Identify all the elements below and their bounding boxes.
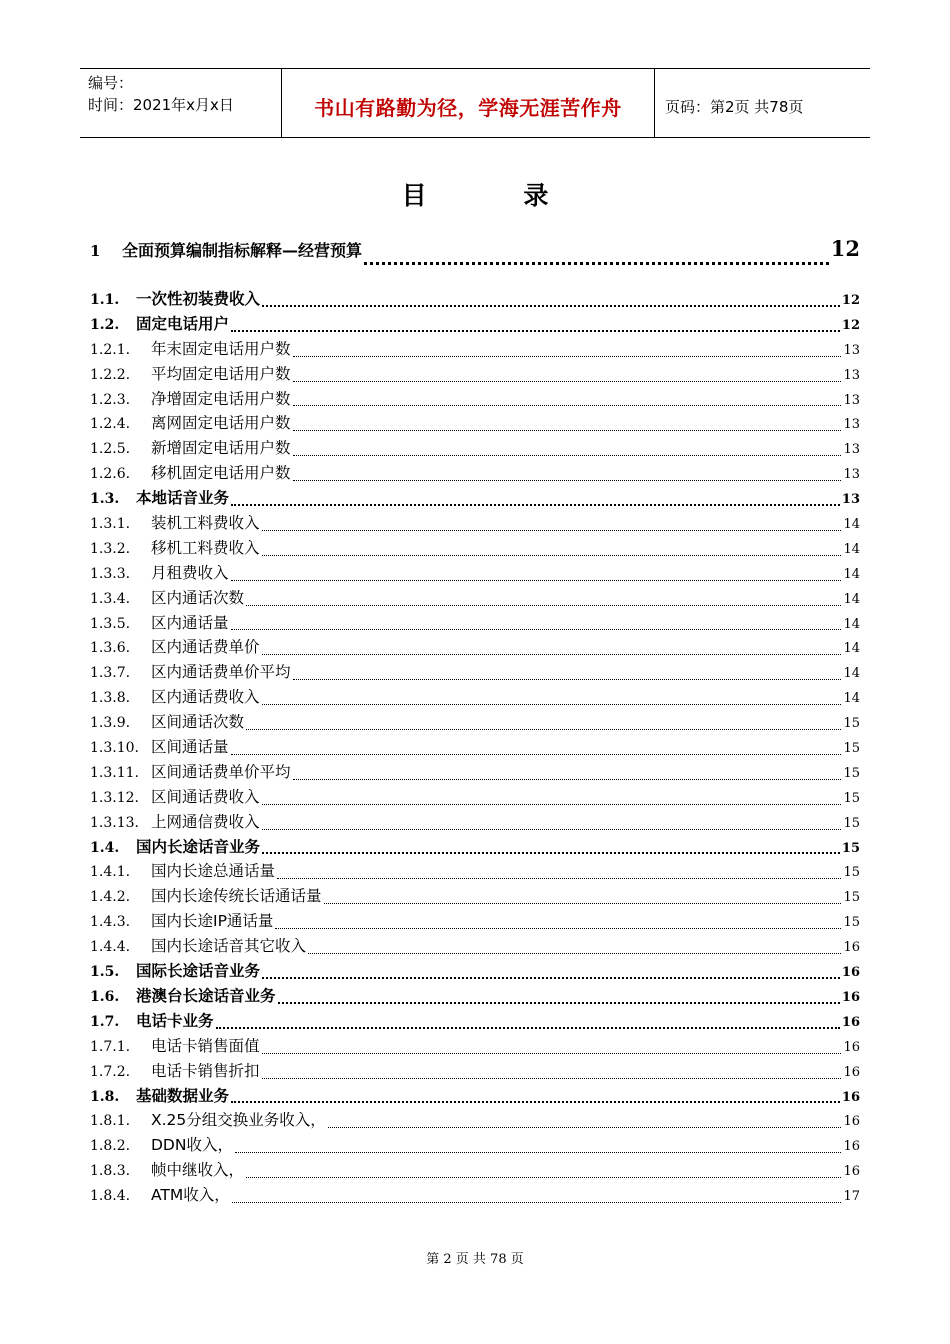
toc-entry-number: 1.4.2. [90,889,131,906]
toc-entry[interactable] [90,760,860,785]
toc-entry[interactable] [90,959,860,984]
toc-entry-page: 14 [843,541,860,557]
toc-entry-page: 16 [843,940,860,956]
toc-entry-number: 1.4. [90,839,120,856]
toc-entry-number: 1.3. [90,491,120,508]
toc-entry-page: 14 [843,616,860,632]
toc-entry-title: 一次性初装费收入 [136,290,261,308]
dot-leader [231,504,840,506]
toc-entry-title: 全面预算编制指标解释—经营预算 [122,241,363,260]
toc-entry-title: 区间通话量 [151,738,229,757]
dot-leader [231,580,842,581]
toc-entry-number: 1.7. [90,1013,120,1030]
toc-entry-page: 16 [843,1114,860,1130]
toc-entry[interactable] [90,561,860,586]
toc-entry-title: 电话卡销售面值 [151,1036,260,1055]
toc-entry-title: 区间通话费单价平均 [151,762,291,781]
time-label: 时间：2021年x月x日 [88,96,234,114]
toc-entry[interactable] [90,362,860,387]
toc-entry-number: 1.2.3. [90,391,131,408]
toc-entry[interactable] [90,236,860,272]
dot-leader [293,405,842,406]
page-title: 目 录 [401,181,593,210]
dot-leader [275,928,841,929]
dot-leader [246,1177,841,1178]
dot-leader [262,704,842,705]
toc-entry-title: 区内通话费单价 [151,638,260,657]
toc-entry-page: 15 [843,915,860,931]
dot-leader [262,654,842,655]
toc-entry[interactable] [90,287,860,312]
toc-entry[interactable] [90,1133,860,1158]
toc-entry-page: 15 [843,741,860,757]
toc-entry-page: 15 [843,890,860,906]
toc-entry-number: 1.6. [90,988,120,1005]
toc-entry[interactable] [90,984,860,1009]
toc-entry[interactable] [90,660,860,685]
dot-leader [231,330,840,332]
dot-leader [262,1078,842,1079]
dot-leader [232,1202,842,1203]
toc-entry-number: 1.2.2. [90,366,131,383]
dot-leader [278,1002,840,1004]
toc-entry[interactable] [90,312,860,337]
toc-entry-page: 12 [841,317,860,333]
toc-entry-page: 13 [843,342,860,358]
dot-leader [262,530,842,531]
toc-entry-title: X.25分组交换业务收入， [151,1111,326,1130]
toc-entry-number: 1 [90,242,101,260]
dot-leader [293,455,842,456]
toc-entry-page: 15 [843,716,860,732]
toc-entry-title: 电话卡业务 [136,1011,214,1030]
toc-entry-number: 1.3.9. [90,715,131,732]
toc-entry-page: 16 [843,1164,860,1180]
toc-entry[interactable] [90,436,860,461]
dot-leader [235,1152,841,1153]
toc-entry-number: 1.4.1. [90,864,131,881]
toc-entry-page: 15 [843,790,860,806]
toc-entry-title: 固定电话用户 [136,314,230,333]
toc-entry-page: 16 [841,989,860,1005]
toc-entry-number: 1.2.5. [90,441,131,458]
toc-entry-title: 区内通话费收入 [151,688,260,707]
toc-entry-title: 区内通话次数 [151,588,245,607]
dot-leader [216,1027,840,1029]
toc-entry-page: 17 [843,1189,860,1205]
toc-entry-number: 1.7.2. [90,1063,131,1080]
dot-leader [293,430,842,431]
toc-entry-page: 14 [843,641,860,657]
header-page-info: 页码：第2页 共78页 [665,97,804,116]
toc-entry-number: 1.2.6. [90,466,131,483]
toc-entry-page: 15 [843,865,860,881]
toc-entry-page: 16 [841,1089,860,1105]
serial-label: 编号： [88,74,134,92]
toc-entry-page: 16 [841,965,860,981]
toc-entry-title: 新增固定电话用户数 [151,439,291,458]
toc-entry-title: 区间通话费收入 [151,787,260,806]
dot-leader [231,1101,840,1103]
toc-entry-number: 1.8.2. [90,1138,131,1155]
toc-entry-title: 国内长途总通话量 [151,862,276,881]
toc-entry-page: 12 [841,293,860,308]
toc-entry-page: 13 [841,492,860,508]
toc-entry-number: 1.3.1. [90,516,131,533]
dot-leader [293,679,842,680]
toc-entry-title: 帧中继收入， [151,1161,245,1180]
dot-leader [293,779,842,780]
toc-entry-page: 16 [843,1064,860,1080]
toc-entry-number: 1.3.5. [90,615,131,632]
toc-entry-number: 1.3.11. [90,764,139,781]
toc-entry-page: 12 [830,236,860,261]
toc-entry-title: 上网通信费收入 [151,812,260,831]
dot-leader [262,804,842,805]
toc-entry-page: 13 [843,467,860,483]
toc-entry-number: 1.3.7. [90,665,131,682]
header-motto: 书山有路勤为径，学海无涯苦作舟 [282,69,655,137]
toc-entry[interactable] [90,635,860,660]
dot-leader [246,605,841,606]
toc-entry-page: 13 [843,442,860,458]
dot-leader [324,903,842,904]
page-footer: 第 2 页 共 78 页 [426,1252,524,1267]
toc-entry[interactable] [90,387,860,412]
toc-entry-title: 平均固定电话用户数 [151,364,291,383]
toc-entry[interactable] [90,1059,860,1084]
toc-entry-title: DDN收入， [151,1136,233,1155]
toc-entry-title: 国内长途话音其它收入 [151,937,307,956]
toc-entry-number: 1.3.3. [90,565,131,582]
toc-entry-title: 区间通话次数 [151,713,245,732]
dot-leader [364,262,829,265]
toc-entry-title: 净增固定电话用户数 [151,389,291,408]
dot-leader [293,356,842,357]
dot-leader [262,305,840,307]
toc-entry-number: 1.3.12. [90,789,139,806]
toc-entry-title: 基础数据业务 [136,1086,230,1105]
toc-entry-number: 1.3.6. [90,640,131,657]
toc-entry-title: 区内通话量 [151,613,229,632]
toc-entry-title: 月租费收入 [151,563,229,582]
toc-entry-number: 1.2.4. [90,416,131,433]
toc-entry[interactable] [90,710,860,735]
toc-entry[interactable] [90,934,860,959]
toc-entry[interactable] [90,611,860,636]
toc-entry-number: 1.7.1. [90,1038,131,1055]
toc-entry-page: 15 [843,765,860,781]
dot-leader [231,754,842,755]
toc-entry-page: 15 [841,840,860,856]
toc-entry-page: 14 [843,666,860,682]
toc-entry[interactable] [90,1158,860,1183]
toc-entry[interactable] [90,685,860,710]
toc-entry[interactable] [90,1108,860,1133]
dot-leader [262,852,840,854]
toc-entry-number: 1.3.10. [90,740,139,757]
toc-entry[interactable] [90,536,860,561]
toc-entry-page: 14 [843,566,860,582]
toc-entry-page: 13 [843,417,860,433]
toc-entry-number: 1.8.4. [90,1188,131,1205]
dot-leader [262,1053,842,1054]
toc-entry-title: 区内通话费单价平均 [151,663,291,682]
toc-entry-page: 14 [843,591,860,607]
dot-leader [293,480,842,481]
dot-leader [308,953,841,954]
toc-entry[interactable] [90,1183,860,1208]
toc-entry-number: 1.8.1. [90,1113,131,1130]
toc-entry[interactable] [90,337,860,362]
toc-entry-number: 1.4.4. [90,939,131,956]
toc-entry-page: 13 [843,367,860,383]
table-of-contents [90,236,860,1208]
toc-entry[interactable] [90,511,860,536]
toc-entry-number: 1.2. [90,316,120,333]
toc-entry[interactable] [90,909,860,934]
dot-leader [277,878,841,879]
toc-entry-page: 16 [843,1039,860,1055]
dot-leader [231,629,842,630]
toc-entry-number: 1.1. [90,292,120,308]
dot-leader [246,729,841,730]
dot-leader [262,829,842,830]
toc-entry-title: 国内长途话音业务 [136,837,261,856]
toc-entry[interactable] [90,1009,860,1034]
toc-entry-page: 14 [843,691,860,707]
toc-entry-number: 1.3.13. [90,814,139,831]
toc-entry[interactable] [90,586,860,611]
toc-entry-number: 1.3.4. [90,590,131,607]
toc-entry-title: 国内长途IP通话量 [151,912,274,931]
dot-leader [293,381,842,382]
toc-entry[interactable] [90,735,860,760]
toc-entry-title: ATM收入， [151,1186,230,1205]
toc-entry[interactable] [90,835,860,860]
toc-entry-page: 13 [843,392,860,408]
toc-entry-title: 本地话音业务 [136,489,230,508]
toc-entry[interactable] [90,486,860,511]
toc-entry-number: 1.2.1. [90,341,131,358]
toc-entry[interactable] [90,1084,860,1109]
toc-entry-number: 1.8. [90,1088,120,1105]
toc-entry-title: 装机工料费收入 [151,514,260,533]
toc-entry[interactable] [90,1034,860,1059]
toc-entry[interactable] [90,884,860,909]
toc-entry[interactable] [90,411,860,436]
header-meta-cell [80,69,282,137]
toc-entry[interactable] [90,461,860,486]
document-header [80,68,870,138]
toc-entry-page: 14 [843,517,860,533]
toc-entry-page: 15 [843,815,860,831]
toc-entry-title: 港澳台长途话音业务 [136,986,276,1005]
toc-entry-title: 移机固定电话用户数 [151,464,291,483]
toc-entry-number: 1.5. [90,964,120,981]
toc-entry-title: 电话卡销售折扣 [151,1061,260,1080]
toc-entry[interactable] [90,859,860,884]
toc-entry-number: 1.4.3. [90,914,131,931]
toc-entry-title: 国际长途话音业务 [136,962,261,981]
toc-entry-title: 移机工料费收入 [151,538,260,557]
toc-entry-number: 1.8.3. [90,1163,131,1180]
toc-entry-number: 1.3.8. [90,690,131,707]
dot-leader [328,1127,842,1128]
toc-entry-title: 离网固定电话用户数 [151,414,291,433]
toc-entry-title: 年末固定电话用户数 [151,339,291,358]
toc-entry[interactable] [90,785,860,810]
toc-entry-number: 1.3.2. [90,540,131,557]
dot-leader [262,555,842,556]
toc-entry[interactable] [90,810,860,835]
toc-entry-page: 16 [841,1014,860,1030]
dot-leader [262,977,840,979]
toc-entry-page: 16 [843,1139,860,1155]
toc-entry-title: 国内长途传统长话通话量 [151,887,322,906]
